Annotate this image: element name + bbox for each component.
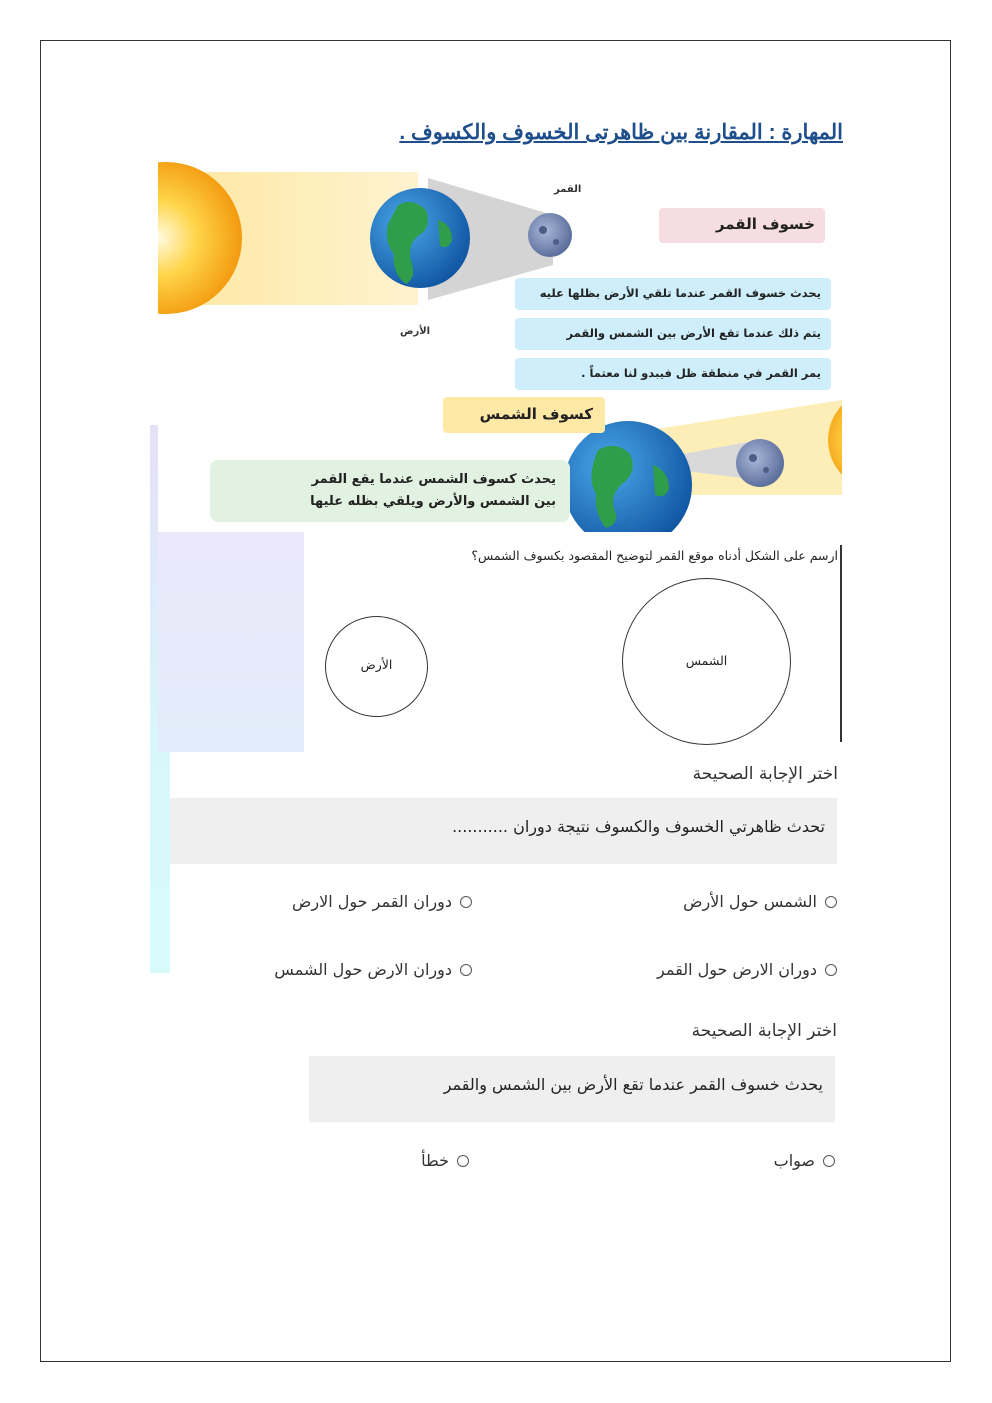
question1-option-4[interactable] bbox=[274, 960, 472, 979]
moon-label: القمر bbox=[554, 184, 582, 195]
earth-label: الأرض bbox=[400, 326, 431, 337]
question2-option-false[interactable] bbox=[421, 1151, 469, 1170]
page-title: المهارة : المقارنة بين ظاهرتى الخسوف والكسوف . bbox=[399, 121, 843, 144]
option-label: دوران الارض حول القمر bbox=[657, 960, 817, 979]
radio-button[interactable] bbox=[460, 964, 472, 976]
option-label: صواب bbox=[773, 1151, 815, 1170]
solar-eclipse-heading: كسوف الشمس bbox=[443, 397, 605, 433]
background-wash-lavender bbox=[158, 530, 304, 752]
option-label: خطأ bbox=[421, 1151, 449, 1170]
earth-circle[interactable] bbox=[325, 616, 428, 717]
lunar-fact-3: يمر القمر في منطقة ظل فيبدو لنا معتماً . bbox=[515, 358, 831, 390]
lunar-fact-2: يتم ذلك عندما تقع الأرض بين الشمس والقمر bbox=[515, 318, 831, 350]
option-label: دوران الارض حول الشمس bbox=[274, 960, 452, 979]
radio-button[interactable] bbox=[825, 896, 837, 908]
question1-option-1[interactable] bbox=[683, 892, 837, 911]
drawing-question bbox=[304, 545, 842, 742]
lunar-eclipse-heading: خسوف القمر bbox=[659, 208, 825, 243]
question1-text: تحدث ظاهرتي الخسوف والكسوف نتيجة دوران ........... bbox=[170, 798, 837, 864]
option-label: الشمس حول الأرض bbox=[683, 892, 817, 911]
radio-button[interactable] bbox=[823, 1155, 835, 1167]
option-label: دوران القمر حول الارض bbox=[292, 892, 452, 911]
moon-icon bbox=[528, 213, 572, 257]
radio-button[interactable] bbox=[460, 896, 472, 908]
question2-heading: اختر الإجابة الصحيحة bbox=[691, 1021, 837, 1041]
radio-button[interactable] bbox=[825, 964, 837, 976]
earth-circle-label: الأرض bbox=[360, 657, 393, 672]
question2-option-true[interactable] bbox=[774, 1151, 835, 1170]
question1-section bbox=[170, 755, 842, 975]
eclipse-diagram bbox=[158, 150, 842, 532]
solar-fact bbox=[210, 460, 570, 522]
question1-option-2[interactable] bbox=[292, 892, 472, 911]
sun-circle[interactable] bbox=[622, 578, 791, 745]
earth-icon bbox=[370, 188, 470, 288]
question1-heading: اختر الإجابة الصحيحة bbox=[692, 764, 838, 784]
radio-button[interactable] bbox=[457, 1155, 469, 1167]
solar-fact-line2: بين الشمس والأرض ويلقي بظله عليها bbox=[310, 494, 556, 509]
lunar-fact-1: يحدث خسوف القمر عندما تلقي الأرض بظلها عليه bbox=[515, 278, 831, 310]
solar-fact-line1: يحدث كسوف الشمس عندما يقع القمر bbox=[311, 472, 556, 487]
moon-icon-bottom bbox=[736, 439, 784, 487]
sun-circle-label: الشمس bbox=[685, 653, 728, 668]
drawing-question-prompt: ارسم على الشكل أدناه موقع القمر لتوضيح المقصود بكسوف الشمس؟ bbox=[471, 548, 838, 563]
question1-option-3[interactable] bbox=[657, 960, 837, 979]
question2-text: يحدث خسوف القمر عندما تقع الأرض بين الشمس والقمر bbox=[309, 1056, 835, 1122]
